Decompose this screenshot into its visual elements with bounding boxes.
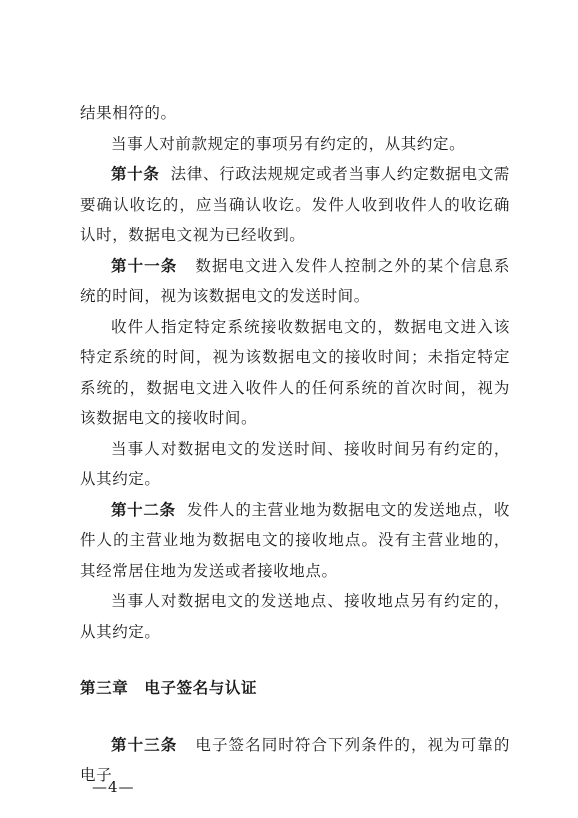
- article-label: 第十一条: [111, 256, 178, 275]
- paragraph: [80, 586, 510, 647]
- paragraph-text: 当事人对数据电文的发送地点、接收地点另有约定的，从其约定。: [80, 592, 510, 641]
- article-12: [80, 495, 510, 587]
- paragraph: [80, 98, 510, 129]
- article-label: 第十三条: [111, 735, 178, 754]
- article-10: [80, 159, 510, 251]
- paragraph-text: 法律、行政法规规定或者当事人约定数据电文需要确认收讫的，应当确认收讫。发件人收到收件人的收讫确认时，数据电文视为已经收到。: [80, 165, 510, 244]
- paragraph-text: 数据电文进入发件人控制之外的某个信息系统的时间，视为该数据电文的发送时间。: [80, 256, 510, 305]
- chapter-title: 第三章 电子签名与认证: [80, 679, 258, 697]
- paragraph: [80, 434, 510, 495]
- paragraph-text: 发件人的主营业地为数据电文的发送地点，收件人的主营业地为数据电文的接收地点。没有主营业地的，其经常居住地为发送或者接收地点。: [80, 500, 510, 580]
- paragraph-text: 当事人对前款规定的事项另有约定的，从其约定。: [111, 134, 466, 153]
- paragraph: [80, 312, 510, 434]
- paragraph-text: 电子签名同时符合下列条件的，视为可靠的电子: [80, 735, 510, 784]
- paragraph-text: 收件人指定特定系统接收数据电文的，数据电文进入该特定系统的时间，视为该数据电文的接收时间；未指定特定系统的，数据电文进入收件人的任何系统的首次时间，视为该数据电文的接收时间。: [80, 317, 510, 427]
- paragraph: [80, 129, 510, 160]
- paragraph-text: 结果相符的。: [80, 104, 177, 122]
- paragraph-text: 当事人对数据电文的发送时间、接收时间另有约定的，从其约定。: [80, 439, 510, 488]
- page-number: —4—: [92, 778, 135, 796]
- article-label: 第十二条: [111, 500, 176, 519]
- document-body: [80, 98, 510, 791]
- article-11: [80, 251, 510, 312]
- article-13: [80, 730, 510, 791]
- article-label: 第十条: [111, 165, 160, 183]
